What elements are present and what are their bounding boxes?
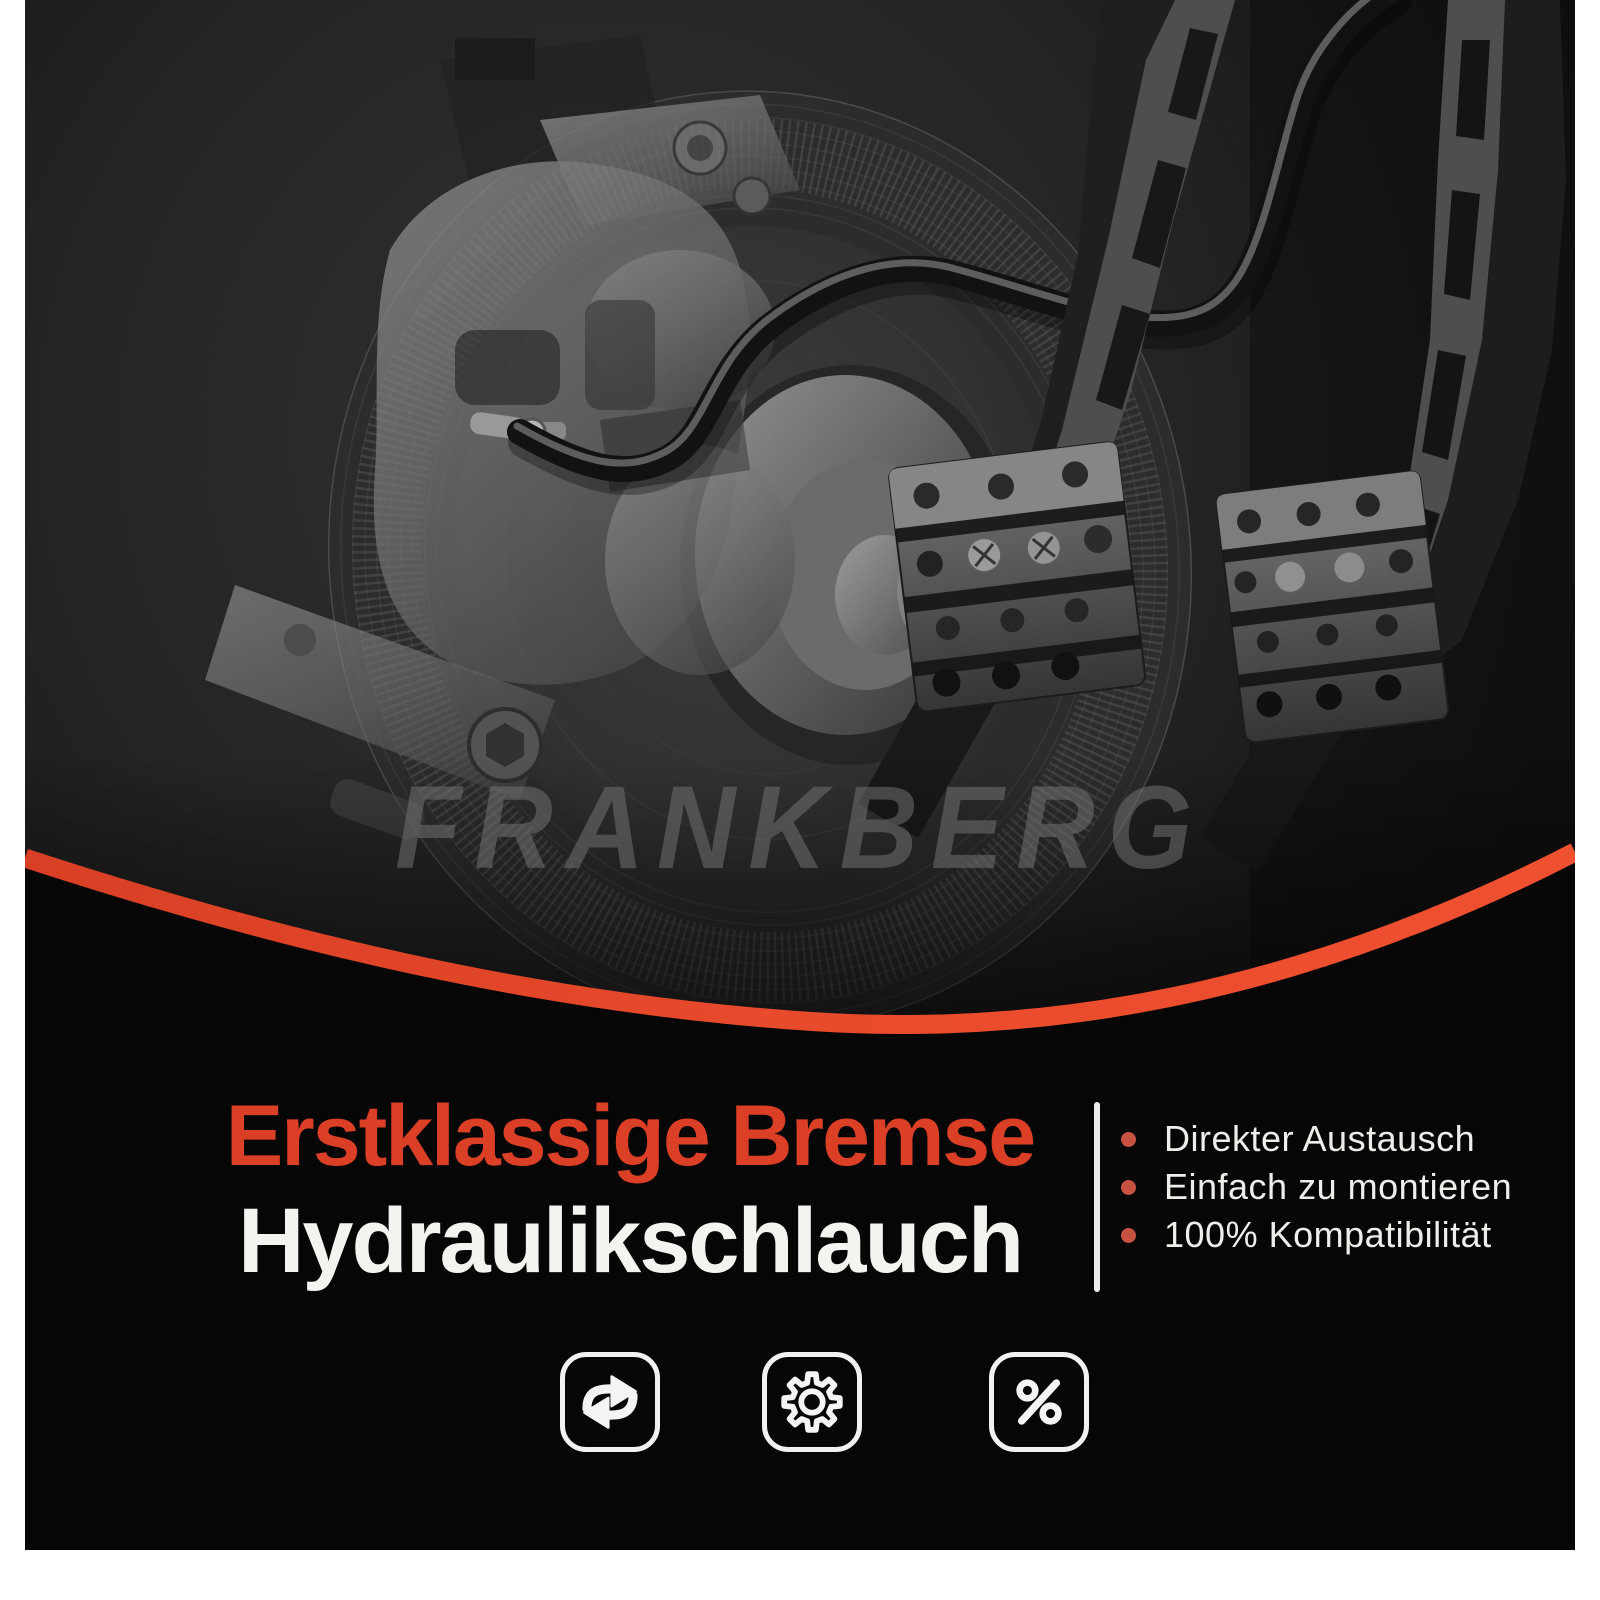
feature-item-direct-replacement bbox=[1121, 1115, 1512, 1163]
gear-icon bbox=[762, 1352, 862, 1452]
bullet-dot-icon bbox=[1121, 1180, 1136, 1195]
brake-photo-illustration bbox=[25, 0, 1575, 1550]
feature-list bbox=[1121, 1115, 1512, 1259]
left-pedal-plate bbox=[888, 441, 1146, 712]
feature-item-easy-mount bbox=[1121, 1163, 1512, 1211]
headline-block bbox=[165, 1088, 1095, 1292]
right-pedal-plate bbox=[1216, 470, 1450, 743]
feature-label: Direkter Austausch bbox=[1164, 1118, 1476, 1159]
headline-line2: Hydraulikschlauch bbox=[237, 1190, 1023, 1292]
swap-arrows-icon bbox=[560, 1352, 660, 1452]
brand-watermark: FRANKBERG bbox=[395, 762, 1205, 894]
bullet-dot-icon bbox=[1121, 1228, 1136, 1243]
feature-item-compatibility bbox=[1121, 1211, 1512, 1259]
feature-label: 100% Kompatibilität bbox=[1164, 1214, 1492, 1255]
feature-label: Einfach zu montieren bbox=[1164, 1166, 1513, 1207]
product-poster bbox=[25, 0, 1575, 1550]
headline-line1: Erstklassige Bremse bbox=[225, 1088, 1035, 1184]
bullet-dot-icon bbox=[1121, 1132, 1136, 1147]
headline-divider bbox=[1094, 1102, 1100, 1292]
percent-icon bbox=[989, 1352, 1089, 1452]
